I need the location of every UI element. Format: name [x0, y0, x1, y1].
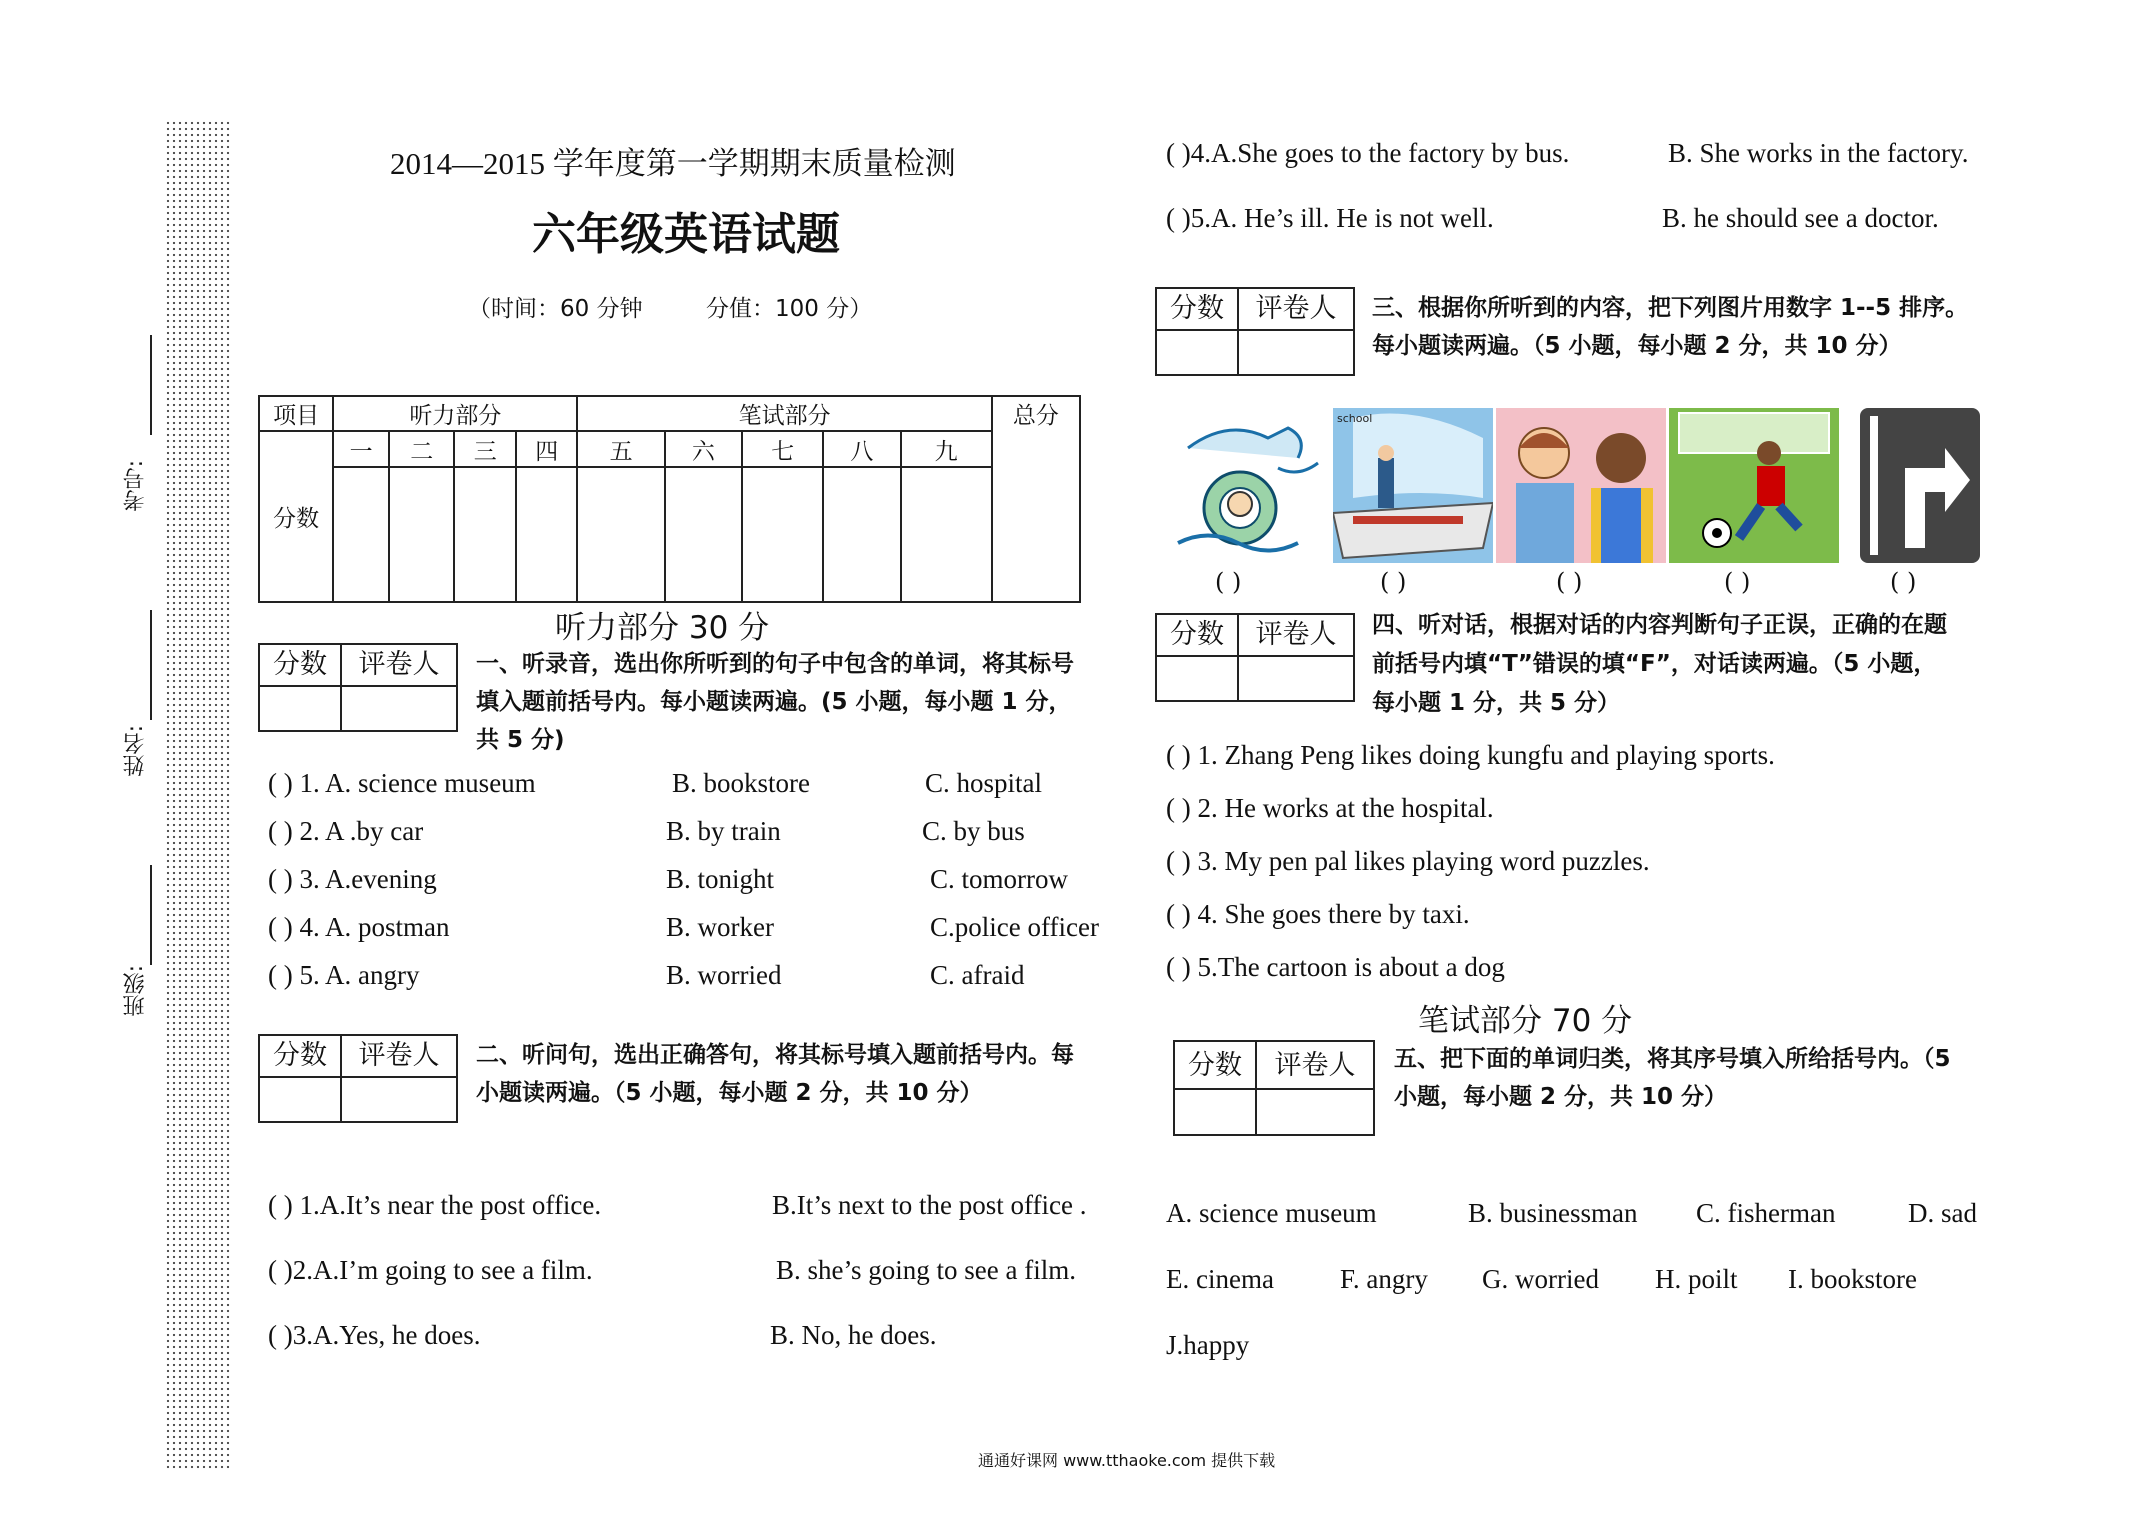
score-col-1: 一 [333, 431, 389, 467]
sec1-item-2[interactable]: ( ) 2. A .by car [268, 816, 424, 846]
sec1-item-1-c: C. hospital [925, 768, 1043, 798]
word-a: A. science museum [1166, 1198, 1377, 1228]
score-col-5: 五 [577, 431, 664, 467]
score-col-3: 三 [454, 431, 516, 467]
score-col-8: 八 [823, 431, 900, 467]
sec2-item-2-a[interactable]: ( )2.A.I’m going to see a film. [268, 1255, 593, 1285]
word-g: G. worried [1482, 1264, 1599, 1294]
sec1-item-3[interactable]: ( ) 3. A.evening [268, 864, 437, 894]
sec1-item-4-c: C.police officer [930, 912, 1099, 942]
section5-instruction-1: 五、把下面的单词归类，将其序号填入所给括号内。（5 [1394, 1046, 1951, 1072]
section3-instruction-1: 三、根据你所听到的内容，把下列图片用数字 1--5 排序。 [1372, 295, 1969, 321]
word-i: I. bookstore [1788, 1264, 1917, 1294]
binding-dots [165, 120, 230, 1470]
score-cell[interactable] [742, 467, 823, 602]
listening-heading: 听力部分 30 分 [555, 610, 770, 646]
grader-box-3 [1155, 287, 1355, 376]
grader-score-label: 分数 [273, 649, 327, 680]
exam-no-label: 考号: [123, 460, 148, 512]
score-col-9: 九 [901, 431, 992, 467]
grader-name-label: 评卷人 [1274, 1050, 1356, 1081]
section1-instruction-2: 填入题前括号内。每小题读两遍。(5 小题，每小题 1 分， [476, 689, 1072, 715]
sec4-item-5[interactable]: ( ) 5.The cartoon is about a dog [1166, 952, 1505, 982]
sec2-item-4-a[interactable]: ( )4.A.She goes to the factory by bus. [1166, 138, 1570, 168]
sec1-item-2-c: C. by bus [922, 816, 1025, 846]
word-d: D. sad [1908, 1198, 1977, 1228]
sec4-item-4[interactable]: ( ) 4. She goes there by taxi. [1166, 899, 1470, 929]
score-cell[interactable] [516, 467, 578, 602]
sec2-item-1-a[interactable]: ( ) 1.A.It’s near the post office. [268, 1190, 602, 1220]
picture-4-blank[interactable]: ( ) [1724, 568, 1751, 596]
score-col-2: 二 [389, 431, 454, 467]
word-h: H. poilt [1655, 1264, 1738, 1294]
grader-name-label: 评卷人 [358, 649, 440, 680]
grader-box-1 [258, 643, 458, 732]
turn-right-sign [1860, 408, 1980, 563]
grader-box-2 [258, 1034, 458, 1123]
score-cell[interactable] [389, 467, 454, 602]
sec2-item-3-b: B. No, he does. [770, 1320, 937, 1350]
section2-instruction-1: 二、听问句，选出正确答句，将其标号填入题前括号内。每 [476, 1042, 1074, 1068]
score-col-4: 四 [516, 431, 578, 467]
score-table-item-header: 项目 [259, 396, 333, 431]
sec1-item-1-b: B. bookstore [672, 768, 810, 798]
grader-name-label: 评卷人 [1255, 293, 1337, 324]
sec1-item-1[interactable]: ( ) 1. A. science museum [268, 768, 536, 798]
section4-instruction-3: 每小题 1 分，共 5 分） [1372, 690, 1621, 716]
grader-box-4 [1155, 613, 1355, 702]
grader-name-label: 评卷人 [358, 1040, 440, 1071]
score-col-7: 七 [742, 431, 823, 467]
grader-score-label: 分数 [1170, 619, 1224, 650]
sec1-item-4[interactable]: ( ) 4. A. postman [268, 912, 450, 942]
page-title: 六年级英语试题 [532, 209, 840, 260]
sec2-item-5-b: B. he should see a doctor. [1662, 203, 1939, 233]
picture-5-blank[interactable]: ( ) [1890, 568, 1917, 596]
word-f: F. angry [1340, 1264, 1428, 1294]
school-year: 2014—2015 学年度第一学期期末质量检测 [390, 146, 956, 181]
score-table-written-header: 笔试部分 [577, 396, 991, 431]
score-cell[interactable] [823, 467, 900, 602]
picture-3-blank[interactable]: ( ) [1556, 568, 1583, 596]
grader-name-label: 评卷人 [1255, 619, 1337, 650]
sec1-item-3-b: B. tonight [666, 864, 775, 894]
score-table-total-header: 总分 [992, 396, 1080, 602]
boys-picture [1496, 408, 1666, 563]
score-table [258, 395, 1081, 603]
sec2-item-5-a[interactable]: ( )5.A. He’s ill. He is not well. [1166, 203, 1494, 233]
grader-box-5 [1173, 1040, 1375, 1136]
sec1-item-3-c: C. tomorrow [930, 864, 1068, 894]
grader-score-label: 分数 [1170, 293, 1224, 324]
sec4-item-2[interactable]: ( ) 2. He works at the hospital. [1166, 793, 1494, 823]
picture-2-blank[interactable]: ( ) [1380, 568, 1407, 596]
sec2-item-3-a[interactable]: ( )3.A.Yes, he does. [268, 1320, 481, 1350]
section2-instruction-2: 小题读两遍。（5 小题，每小题 2 分，共 10 分） [476, 1080, 983, 1106]
score-cell[interactable] [454, 467, 516, 602]
section1-instruction-1: 一、听录音，选出你所听到的句子中包含的单词，将其标号 [476, 651, 1074, 677]
sec1-item-4-b: B. worker [666, 912, 774, 942]
score-cell[interactable] [901, 467, 992, 602]
sec4-item-3[interactable]: ( ) 3. My pen pal likes playing word puzzles. [1166, 846, 1650, 876]
section4-instruction-1: 四、听对话，根据对话的内容判断句子正误，正确的在题 [1372, 612, 1947, 638]
section4-instruction-2: 前括号内填“T”错误的填“F”，对话读两遍。（5 小题， [1372, 651, 1937, 677]
score-col-6: 六 [665, 431, 742, 467]
written-heading: 笔试部分 70 分 [1418, 1003, 1633, 1039]
section1-instruction-3: 共 5 分) [476, 727, 565, 753]
sec1-item-2-b: B. by train [666, 816, 781, 846]
name-label: 姓名: [123, 725, 148, 777]
sec1-item-5[interactable]: ( ) 5. A. angry [268, 960, 420, 990]
grader-score-label: 分数 [1188, 1050, 1242, 1081]
sec2-item-4-b: B. She works in the factory. [1668, 138, 1969, 168]
exam-no-line [150, 335, 152, 435]
ship-picture [1333, 408, 1493, 563]
section3-instruction-2: 每小题读两遍。（5 小题，每小题 2 分，共 10 分） [1372, 333, 1902, 359]
sec2-item-2-b: B. she’s going to see a film. [776, 1255, 1076, 1285]
soccer-picture [1669, 408, 1839, 563]
class-line [150, 865, 152, 965]
word-b: B. businessman [1468, 1198, 1638, 1228]
sec1-item-5-c: C. afraid [930, 960, 1025, 990]
sign-text: school [1337, 412, 1373, 425]
sec2-item-1-b: B.It’s next to the post office . [772, 1190, 1087, 1220]
sec1-item-5-b: B. worried [666, 960, 782, 990]
section5-instruction-2: 小题，每小题 2 分，共 10 分） [1394, 1084, 1728, 1110]
footer-source: 通通好课网 www.tthaoke.com 提供下载 [978, 1451, 1276, 1470]
time-info: （时间：60 分钟 [468, 296, 643, 322]
word-e: E. cinema [1166, 1264, 1274, 1294]
score-info: 分值：100 分） [706, 296, 873, 322]
swimming-picture [1168, 408, 1330, 563]
name-line [150, 610, 152, 720]
sec4-item-1[interactable]: ( ) 1. Zhang Peng likes doing kungfu and playing sports. [1166, 740, 1775, 770]
score-cell[interactable] [665, 467, 742, 602]
score-table-listening-header: 听力部分 [333, 396, 577, 431]
score-cell[interactable] [333, 467, 389, 602]
grader-score-label: 分数 [273, 1040, 327, 1071]
score-cell[interactable] [577, 467, 664, 602]
word-j: J.happy [1166, 1330, 1250, 1360]
picture-1-blank[interactable]: ( ) [1215, 568, 1242, 596]
word-c: C. fisherman [1696, 1198, 1836, 1228]
score-table-row-label: 分数 [259, 431, 333, 602]
class-label: 班级: [123, 965, 148, 1017]
